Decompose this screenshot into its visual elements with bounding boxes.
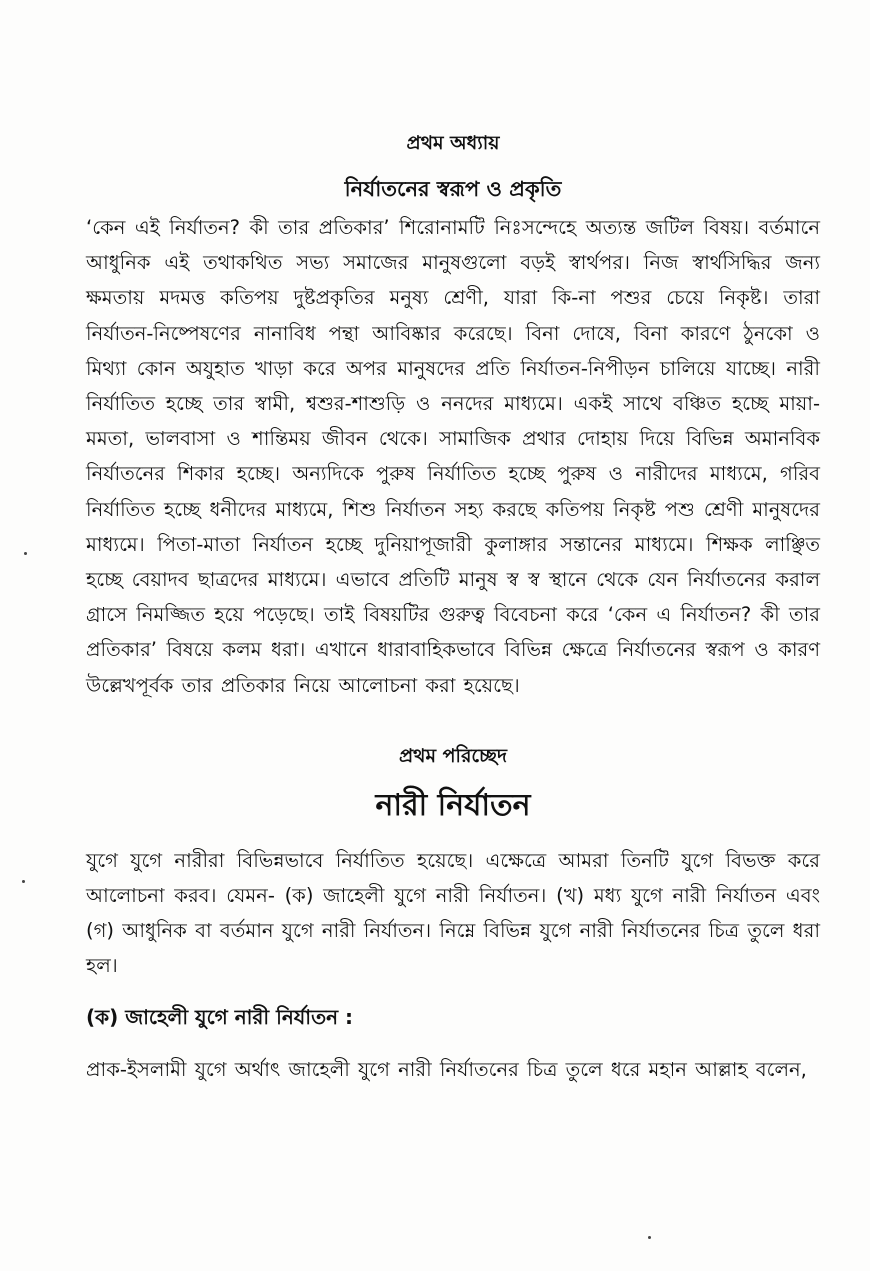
page-content <box>86 128 820 1087</box>
scan-speck <box>24 552 27 555</box>
scan-speck <box>22 880 25 883</box>
chapter-title: নির্যাতনের স্বরূপ ও প্রকৃতি <box>344 177 562 201</box>
intro-paragraph: ‘কেন এই নির্যাতন? কী তার প্রতিকার’ শিরোনামটি নিঃসন্দেহে অত্যন্ত জটিল বিষয়। বর্তমানে আধুনিক এই তথাকথিত সভ্য সমাজের মানুষগুলো বড়ই স্বার্থপর। নিজ স্বার্থসিদ্ধির জন্য ক্ষমতায় মদমত্ত কতিপয় দুষ্টপ্রকৃতির মনুষ্য শ্রেণী, যারা কি-না পশুর চেয়ে নিকৃষ্ট। তারা নির্যাতন-নিষ্পেষণের নানাবিধ পন্থা আবিষ্কার করেছে। বিনা দোষে, বিনা কারণে ঠুনকো ও মিথ্যা কোন অযুহাত খাড়া করে অপর মানুষদের প্রতি নির্যাতন-নিপীড়ন চালিয়ে যাচ্ছে। নারী নির্যাতিত হচ্ছে তার স্বামী, শ্বশুর-শাশুড়ি ও ননদের মাধ্যমে। একই সাথে বঞ্চিত হচ্ছে মায়া-মমতা, ভালবাসা ও শান্তিময় জীবন থেকে। সামাজিক প্রথার দোহায় দিয়ে বিভিন্ন অমানবিক নির্যাতনের শিকার হচ্ছে। অন্যদিকে পুরুষ নির্যাতিত হচ্ছে পুরুষ ও নারীদের মাধ্যমে, গরিব নির্যাতিত হচ্ছে ধনীদের মাধ্যমে, শিশু নির্যাতন সহ্য করছে কতিপয় নিকৃষ্ট পশু শ্রেণী মানুষদের মাধ্যমে। পিতা-মাতা নির্যাতন হচ্ছে দুনিয়াপূজারী কুলাঙ্গার সন্তানের মাধ্যমে। শিক্ষক লাঞ্ছিত হচ্ছে বেয়াদব ছাত্রদের মাধ্যমে। এভাবে প্রতিটি মানুষ স্ব স্ব স্থানে থেকে যেন নির্যাতনের করাল গ্রাসে নিমজ্জিত হয়ে পড়েছে। তাই বিষয়টির গুরুত্ব বিবেচনা করে ‘কেন এ নির্যাতন? কী তার প্রতিকার’ বিষয়ে কলম ধরা। এখানে ধারাবাহিকভাবে বিভিন্ন ক্ষেত্রে নির্যাতনের স্বরূপ ও কারণ উল্লেখপূর্বক তার প্রতিকার নিয়ে আলোচনা করা হয়েছে। <box>86 216 820 697</box>
scan-speck <box>648 1236 651 1239</box>
subsection-paragraph: প্রাক-ইসলামী যুগে অর্থাৎ জাহেলী যুগে নারী নির্যাতনের চিত্র তুলে ধরে মহান আল্লাহ বলেন, <box>86 1057 807 1081</box>
section-title: নারী নির্যাতন <box>375 787 531 823</box>
section-label: প্রথম পরিচ্ছেদ <box>398 744 508 767</box>
section-paragraph: যুগে যুগে নারীরা বিভিন্নভাবে নির্যাতিত হয়েছে। এক্ষেত্রে আমরা তিনটি যুগে বিভক্ত করে আলোচনা করব। যেমন- (ক) জাহেলী যুগে নারী নির্যাতন। (খ) মধ্য যুগে নারী নির্যাতন এবং (গ) আধুনিক বা বর্তমান যুগে নারী নির্যাতন। নিম্নে বিভিন্ন যুগে নারী নির্যাতনের চিত্র তুলে ধরা হল। <box>86 848 820 978</box>
subsection-heading: (ক) জাহেলী যুগে নারী নির্যাতন : <box>86 1004 353 1029</box>
chapter-label: প্রথম অধ্যায় <box>406 132 500 154</box>
